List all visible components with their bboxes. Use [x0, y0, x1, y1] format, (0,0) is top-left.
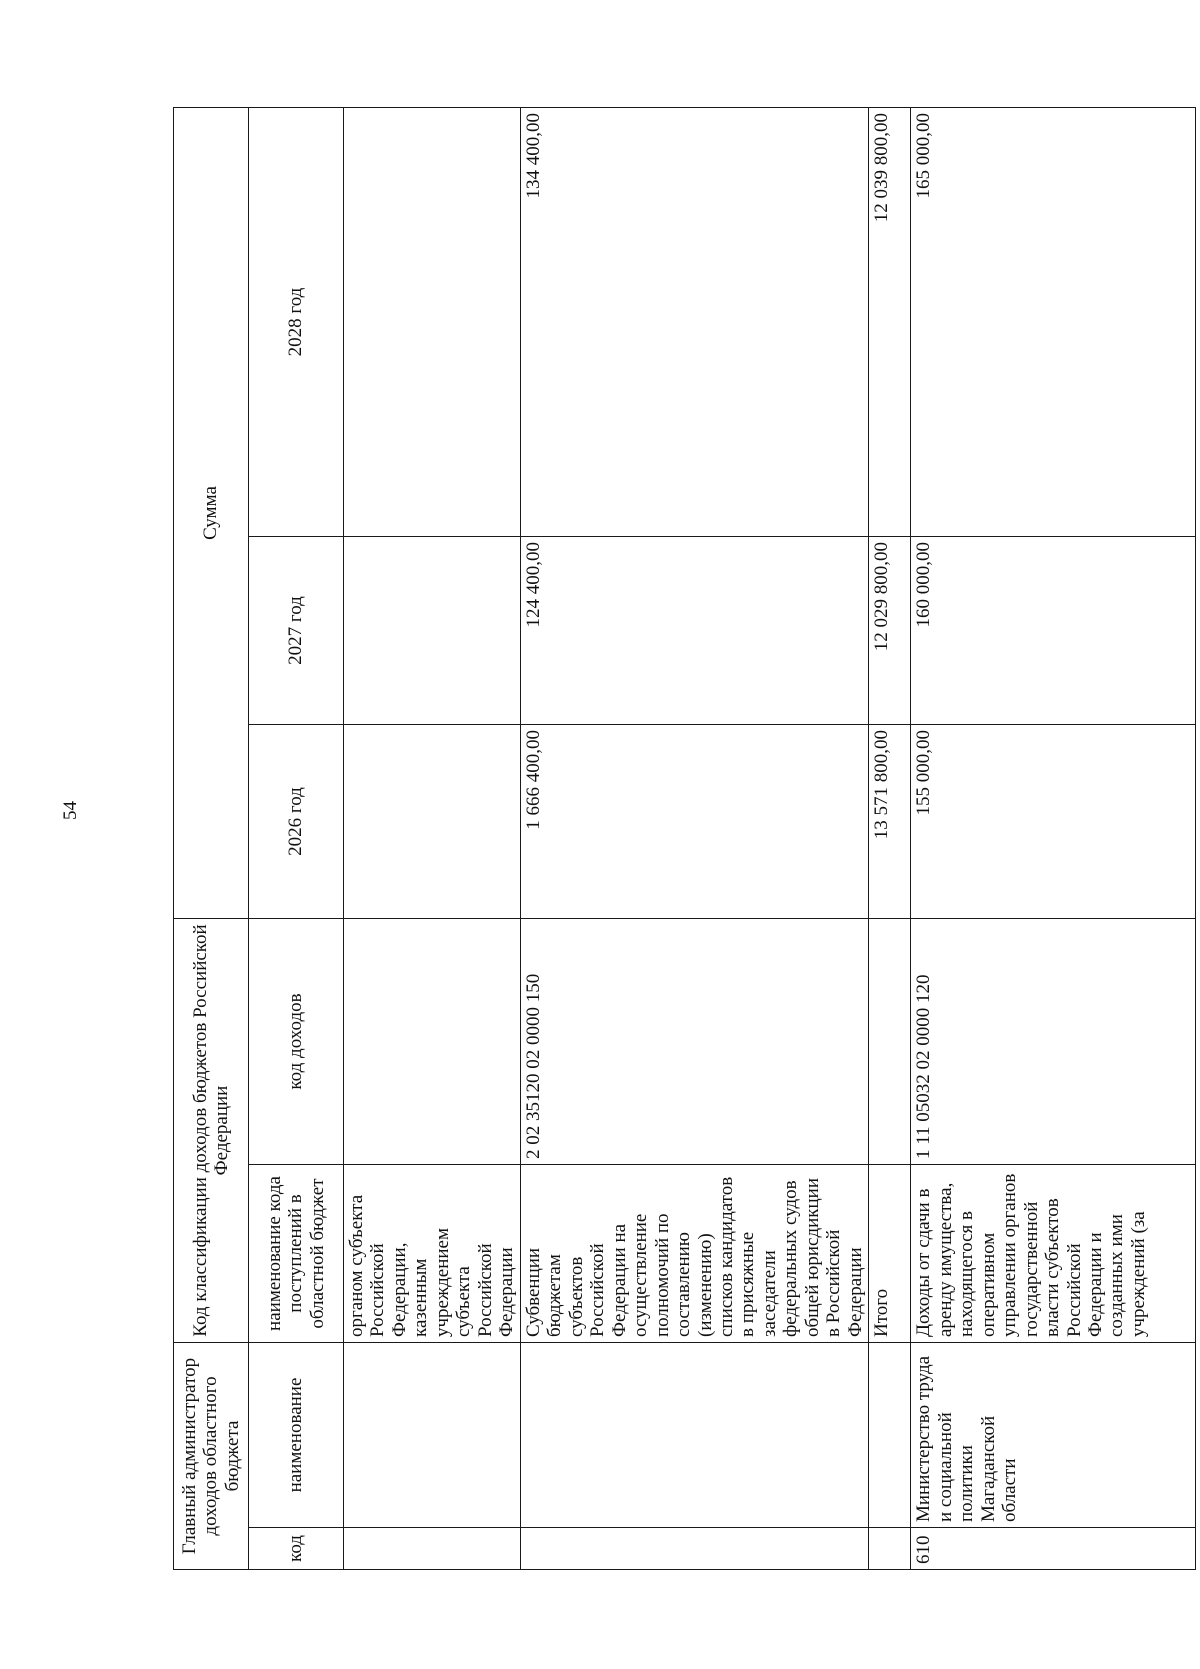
cell-2027: 160 000,00: [911, 537, 1196, 725]
cell-income-name: органом субъекта Российской Федерации, казенным учреждением субъекта Российской Федерации: [344, 1165, 521, 1343]
table-row-total: [869, 107, 911, 1569]
header-classification-group: Код классификации доходов бюджетов Российской Федерации: [174, 919, 249, 1343]
cell-2027: 124 400,00: [520, 537, 869, 725]
header-admin-group: Главный администратор доходов областного бюджета: [174, 1343, 249, 1570]
cell-name: [520, 1343, 869, 1528]
cell-income-code: [344, 919, 521, 1165]
table-row: [911, 107, 1196, 1569]
cell-income-code: 2 02 35120 02 0000 150: [520, 919, 869, 1165]
cell-name: [869, 1343, 911, 1528]
cell-2028: [344, 107, 521, 536]
table-row: [520, 107, 869, 1569]
header-income-code: код доходов: [249, 919, 344, 1165]
cell-total-2027: 12 029 800,00: [869, 537, 911, 725]
cell-income-code: 1 11 05032 02 0000 120: [911, 919, 1196, 1165]
cell-total-2028: 12 039 800,00: [869, 107, 911, 536]
header-name: наименование: [249, 1343, 344, 1528]
cell-2027: [344, 537, 521, 725]
header-row-columns: [249, 107, 344, 1569]
revenue-table: [173, 107, 1196, 1570]
cell-code: [869, 1528, 911, 1570]
header-year-2027: 2027 год: [249, 537, 344, 725]
cell-2026: [344, 725, 521, 919]
cell-code: [520, 1528, 869, 1570]
cell-income-code: [869, 919, 911, 1165]
header-code: код: [249, 1528, 344, 1570]
rotated-table-frame: [173, 108, 1149, 1570]
header-year-2028: 2028 год: [249, 107, 344, 536]
cell-code: 610: [911, 1528, 1196, 1570]
cell-2028: 165 000,00: [911, 107, 1196, 536]
cell-income-name: Доходы от сдачи в аренду имущества, находящегося в оперативном управлении органов государственной власти субъектов Российской Федерации и созданных ими учреждений (за: [911, 1165, 1196, 1343]
cell-2026: 155 000,00: [911, 725, 1196, 919]
cell-total-2026: 13 571 800,00: [869, 725, 911, 919]
cell-name: Министерство труда и социальной политики Магаданской области: [911, 1343, 1196, 1528]
cell-2028: 134 400,00: [520, 107, 869, 536]
header-year-2026: 2026 год: [249, 725, 344, 919]
page-number: 54: [60, 801, 81, 820]
table-row: [344, 107, 521, 1569]
header-income-name: наименование кода поступлений в областной бюджет: [249, 1165, 344, 1343]
cell-name: [344, 1343, 521, 1528]
cell-code: [344, 1528, 521, 1570]
header-row-groups: [174, 107, 249, 1569]
cell-total-label: Итого: [869, 1165, 911, 1343]
rotated-table-container: [173, 108, 1149, 1570]
cell-2026: 1 666 400,00: [520, 725, 869, 919]
header-sum-group: Сумма: [174, 107, 249, 918]
cell-income-name: Субвенции бюджетам субъектов Российской Федерации на осуществление полномочий по составлению (изменению) списков кандидатов в присяжные заседатели федеральных судов общей юрисдикции в Российской Федерации: [520, 1165, 869, 1343]
